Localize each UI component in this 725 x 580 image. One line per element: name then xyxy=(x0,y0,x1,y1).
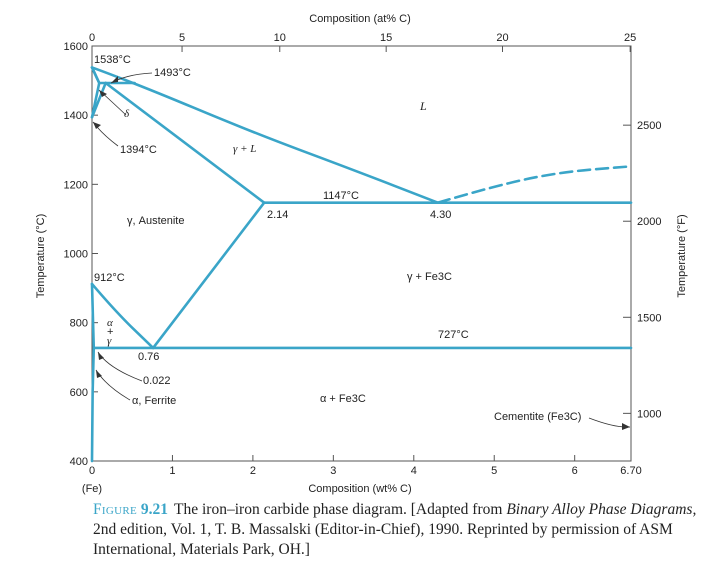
label-ferrite: α, Ferrite xyxy=(132,395,177,407)
label-1538: 1538°C xyxy=(94,54,131,66)
phase-boundary-line xyxy=(92,284,153,348)
figure-number: 9.21 xyxy=(140,501,169,518)
label-0022: 0.022 xyxy=(143,375,171,387)
figure-label: Figure xyxy=(93,501,138,518)
top-tick-label: 0 xyxy=(88,32,96,44)
y-tick-label: 800 xyxy=(69,317,88,330)
label-727: 727°C xyxy=(438,329,469,341)
top-tick-label: 10 xyxy=(273,32,286,44)
x-tick-label: 0 xyxy=(88,465,96,477)
y-tick-label: 1200 xyxy=(63,179,88,192)
x-tick-label: 2 xyxy=(249,465,256,477)
annotations xyxy=(94,54,581,423)
right-tick-label: 2500 xyxy=(637,120,662,133)
label-cementite: Cementite (Fe3C) xyxy=(494,411,582,423)
phase-boundary-line xyxy=(92,284,94,348)
leader-arrows xyxy=(93,73,630,427)
top-tick-label: 5 xyxy=(178,32,186,44)
label-1147: 1147°C xyxy=(323,190,359,202)
y-tick-label: 1000 xyxy=(63,248,88,261)
y-tick-label: 400 xyxy=(69,456,88,468)
x-tick-label: 6.70 xyxy=(620,465,642,477)
x-tick-label: 3 xyxy=(330,465,337,477)
label-gamma-l: γ + L xyxy=(233,143,257,155)
label-430: 4.30 xyxy=(430,209,452,221)
right-tick-label: 1500 xyxy=(637,312,662,325)
leader-0022 xyxy=(98,352,142,381)
label-austenite: γ, Austenite xyxy=(127,215,185,227)
top-axis-label: Composition (at% C) xyxy=(309,13,411,25)
label-1394: 1394°C xyxy=(120,144,157,156)
label-gamma-small: γ xyxy=(107,335,112,347)
top-tick-label: 25 xyxy=(624,32,637,44)
phase-boundary-line xyxy=(438,166,631,202)
top-tick-label: 15 xyxy=(380,32,393,44)
x-tick-label: 6 xyxy=(571,465,578,477)
arrow-heads xyxy=(93,76,630,430)
label-alpha-small: α xyxy=(107,317,113,329)
x-tick-label: 4 xyxy=(410,465,417,477)
top-tick-label: 20 xyxy=(496,32,509,44)
phase-boundary-line xyxy=(92,67,438,202)
y-tick-label: 600 xyxy=(69,386,88,399)
figure-caption xyxy=(93,500,713,560)
label-delta: δ xyxy=(124,108,130,120)
fe-origin-label: (Fe) xyxy=(81,483,103,495)
x-tick-label: 1 xyxy=(169,465,176,477)
label-liquid: L xyxy=(420,99,427,113)
y-tick-label: 1400 xyxy=(63,110,88,123)
label-plus-small: + xyxy=(107,326,114,338)
label-1493: 1493°C xyxy=(154,67,191,79)
left-axis-label: Temperature (°C) xyxy=(35,213,47,299)
caption-italic: Binary Alloy Phase Diagrams, xyxy=(506,501,697,518)
label-076: 0.76 xyxy=(138,351,160,363)
bottom-ticks xyxy=(89,455,642,477)
label-alpha-fe3c: α + Fe3C xyxy=(320,393,366,405)
right-tick-label: 2000 xyxy=(637,216,662,229)
y-tick-label: 1600 xyxy=(63,41,88,53)
caption-text-2: 2nd edition, Vol. 1, T. B. Massalski (Editor-in-Chief), 1990. Reprinted by permission of ASM International, Materials Park, OH.] xyxy=(93,521,673,558)
x-tick-label: 5 xyxy=(491,465,498,477)
right-tick-label: 1000 xyxy=(637,408,662,421)
right-axis-label: Temperature (°F) xyxy=(676,214,688,298)
label-gamma-fe3c: γ + Fe3C xyxy=(407,271,452,283)
leader-ferrite xyxy=(96,370,130,400)
right-ticks xyxy=(623,120,661,420)
bottom-axis-label: Composition (wt% C) xyxy=(308,483,412,495)
label-912: 912°C xyxy=(94,272,125,284)
caption-text-1: The iron–iron carbide phase diagram. [Adapted from xyxy=(174,501,507,518)
phase-boundary-line xyxy=(92,348,94,461)
label-214: 2.14 xyxy=(267,209,289,221)
top-ticks xyxy=(89,32,636,52)
